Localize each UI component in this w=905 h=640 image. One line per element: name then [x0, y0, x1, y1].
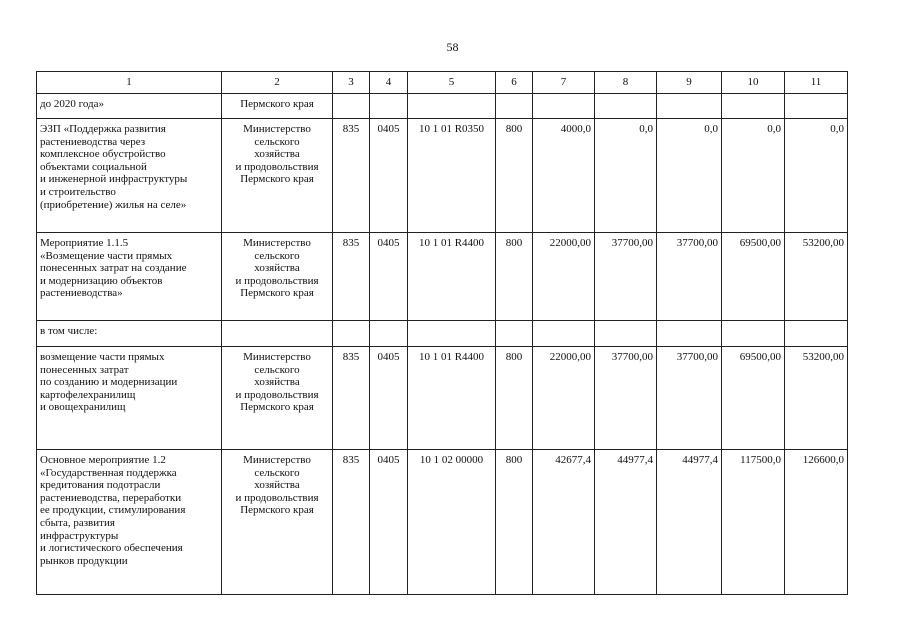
row-value-cell [533, 94, 595, 119]
row-value-cell: 44977,4 [595, 450, 657, 595]
row-value-cell: 0,0 [595, 119, 657, 233]
row-value-cell: 0,0 [785, 119, 848, 233]
table-row [37, 321, 848, 347]
column-header: 2 [222, 72, 333, 94]
column-header: 4 [370, 72, 408, 94]
row-executor-cell: Министерство сельского хозяйства и продовольствия Пермского края [222, 119, 333, 233]
row-code-cell [496, 94, 533, 119]
row-code-cell: 10 1 01 R4400 [408, 233, 496, 321]
column-header: 1 [37, 72, 222, 94]
table-row [37, 347, 848, 450]
row-code-cell: 800 [496, 347, 533, 450]
row-code-cell: 835 [333, 347, 370, 450]
row-code-cell: 10 1 01 R4400 [408, 347, 496, 450]
row-name-cell: ЭЗП «Поддержка развития растениеводства через комплексное обустройство объектами социальной и инженерной инфраструктуры и строительство (приобретение) жилья на селе» [37, 119, 222, 233]
table-row [37, 450, 848, 595]
row-value-cell: 37700,00 [595, 233, 657, 321]
row-value-cell: 69500,00 [722, 347, 785, 450]
row-name-cell: до 2020 года» [37, 94, 222, 119]
row-code-cell: 800 [496, 233, 533, 321]
row-value-cell: 53200,00 [785, 347, 848, 450]
row-value-cell: 22000,00 [533, 347, 595, 450]
row-value-cell [722, 94, 785, 119]
column-header: 10 [722, 72, 785, 94]
row-executor-cell: Министерство сельского хозяйства и продовольствия Пермского края [222, 347, 333, 450]
row-value-cell: 37700,00 [657, 347, 722, 450]
row-name-cell: Мероприятие 1.1.5 «Возмещение части прямых понесенных затрат на создание и модернизацию объектов растениеводства» [37, 233, 222, 321]
row-code-cell: 835 [333, 119, 370, 233]
table-row [37, 119, 848, 233]
table-row [37, 94, 848, 119]
row-code-cell [408, 321, 496, 347]
row-code-cell [496, 321, 533, 347]
page-number: 58 [446, 40, 459, 54]
row-value-cell: 53200,00 [785, 233, 848, 321]
column-header: 8 [595, 72, 657, 94]
row-value-cell [722, 321, 785, 347]
row-code-cell: 0405 [370, 347, 408, 450]
column-header: 7 [533, 72, 595, 94]
row-value-cell: 37700,00 [657, 233, 722, 321]
row-code-cell: 835 [333, 450, 370, 595]
row-value-cell: 126600,0 [785, 450, 848, 595]
header-row [37, 72, 848, 94]
row-code-cell: 800 [496, 119, 533, 233]
column-header: 9 [657, 72, 722, 94]
column-header: 3 [333, 72, 370, 94]
row-value-cell [595, 94, 657, 119]
row-executor-cell: Пермского края [222, 94, 333, 119]
row-executor-cell: Министерство сельского хозяйства и продовольствия Пермского края [222, 233, 333, 321]
row-value-cell: 44977,4 [657, 450, 722, 595]
row-name-cell: в том числе: [37, 321, 222, 347]
row-code-cell: 0405 [370, 450, 408, 595]
row-value-cell [533, 321, 595, 347]
budget-table [36, 71, 848, 595]
column-header: 5 [408, 72, 496, 94]
row-code-cell [370, 321, 408, 347]
row-code-cell: 10 1 02 00000 [408, 450, 496, 595]
row-value-cell [657, 321, 722, 347]
row-code-cell [333, 321, 370, 347]
column-header: 11 [785, 72, 848, 94]
row-value-cell: 0,0 [657, 119, 722, 233]
row-code-cell: 0405 [370, 119, 408, 233]
row-name-cell: Основное мероприятие 1.2 «Государственная поддержка кредитования подотрасли растениеводства, переработки ее продукции, стимулирования сбыта, развития инфраструктуры и логистического обеспечения рынков продукции [37, 450, 222, 595]
row-value-cell: 117500,0 [722, 450, 785, 595]
table-row [37, 233, 848, 321]
row-code-cell: 800 [496, 450, 533, 595]
row-code-cell: 10 1 01 R0350 [408, 119, 496, 233]
row-value-cell [785, 94, 848, 119]
row-name-cell: возмещение части прямых понесенных затрат по созданию и модернизации картофелехранилищ и овощехранилищ [37, 347, 222, 450]
row-code-cell: 835 [333, 233, 370, 321]
column-header: 6 [496, 72, 533, 94]
row-value-cell: 69500,00 [722, 233, 785, 321]
row-value-cell [657, 94, 722, 119]
row-code-cell [333, 94, 370, 119]
row-code-cell [370, 94, 408, 119]
row-value-cell: 37700,00 [595, 347, 657, 450]
row-executor-cell [222, 321, 333, 347]
row-code-cell: 0405 [370, 233, 408, 321]
row-code-cell [408, 94, 496, 119]
row-value-cell: 4000,0 [533, 119, 595, 233]
row-value-cell [595, 321, 657, 347]
row-value-cell: 0,0 [722, 119, 785, 233]
row-value-cell: 22000,00 [533, 233, 595, 321]
row-executor-cell: Министерство сельского хозяйства и продовольствия Пермского края [222, 450, 333, 595]
row-value-cell [785, 321, 848, 347]
row-value-cell: 42677,4 [533, 450, 595, 595]
